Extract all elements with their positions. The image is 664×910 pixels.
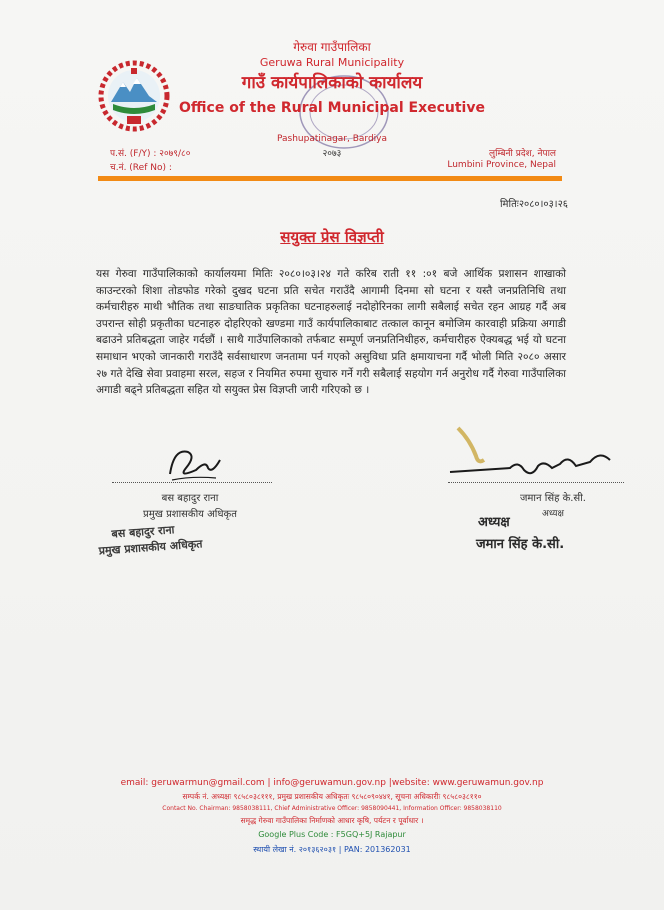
stamp-right-name: जमान सिंह के.सी.	[476, 537, 565, 552]
footer-pan: स्थायी लेखा नं. २०१३६२०३१ | PAN: 201362031	[253, 845, 411, 854]
signature-left-icon	[112, 430, 272, 486]
signatory-right-name: जमान सिंह के.सी.	[520, 493, 586, 504]
seal-year: २०७३	[322, 149, 342, 159]
stamp-left-title: प्रमुख प्रशासकीय अधिकृत	[98, 537, 203, 558]
signatory-left-title: प्रमुख प्रशासकीय अधिकृत	[143, 509, 237, 520]
signatory-left-name: बस बहादुर राना	[161, 493, 219, 504]
municipality-name-en: Geruwa Rural Municipality	[259, 56, 405, 69]
footer-phone-np: सम्पर्क नं. अध्यक्षः ९८५८०३८१११, प्रमुख प्रशासकीय अधिकृतः ९८५८०९०४४१, सूचना अधिकारीः ९८५८०३८११०	[182, 792, 482, 801]
letter-title: सयुक्त प्रेस विज्ञप्ती	[280, 228, 384, 246]
letter-date: मितिः२०८०।०३।२६	[499, 199, 568, 210]
footer-motto: समृद्ध गेरुवा गाउँपालिका निर्माणको आधार कृषि, पर्यटन र पूर्वाधार ।	[240, 816, 424, 825]
signature-right-icon	[440, 420, 640, 478]
header-divider	[98, 176, 562, 181]
reference-number: च.नं. (Ref No) :	[110, 163, 172, 173]
office-name-en: Office of the Rural Municipal Executive	[179, 100, 485, 116]
signature-line-right	[448, 482, 624, 483]
municipality-name-np: गेरुवा गाउँपालिका	[293, 40, 371, 54]
stamp-left	[97, 516, 259, 559]
stamp-right-title: अध्यक्ष	[478, 515, 510, 530]
letter-body: यस गेरुवा गाउँपालिकाको कार्यालयमा मितिः २०८०।०३।२४ गते करिब राती ११ :०१ बजे आर्थिक प्रशासन शाखाको काउन्टरको शिशा तोडफोड गरेको दुखद घटना प्रति सचेत गराउँदै आगामी दिनमा सो घटना र यस्तै जनप्रतिनिधि तथा कर्मचारीहरु माथी भौतिक तथा साङघातिक प्रकृतिका घटनाहरुलाई नदोहोरिनका लागी सबैलाई सचेत रहन आग्रह गर्दै अब उपरान्त सोही प्रकृतीका घटनाहरु दोहरिएको खण्डमा गाउँ कार्यपालिकाबाट तत्काल कानून बमोजिम कारवाही प्रक्रिया अगाडी बढाउने प्रतिबद्धता जाहेर गर्दछौं । साथै गाउँपालिकाको तर्फबाट सम्पूर्ण जनप्रतिनिधीहरु, कर्मचारीहरु ऐक्यबद्ध भई यो घटना समाधान भएको जानकारी गराउँदै सर्वसाधारण जनतामा पर्न गएको असुविधा प्रति क्षमायाचना गर्दै भोली मिति २०८० असार २७ गते देखि सेवा प्रवाहमा सरल, सहज र नियमित रुपमा सुचारु गर्ने गरी सबैलाई सहयोग गर्न अनुरोध गर्दै गेरुवा गाउँपालिका अगाडी बढ्ने प्रतिबद्धता सहित यो सयुक्त प्रेस विज्ञप्ती जारी गरिएको छ ।	[96, 268, 566, 397]
fiscal-year-ref: प.सं. (F/Y) : २०७९/८०	[110, 149, 191, 159]
province-np: लुम्बिनी प्रदेश, नेपाल	[489, 149, 556, 159]
stamp-right	[476, 512, 646, 556]
office-address: Pashupatinagar, Bardiya	[276, 134, 388, 144]
province-en: Lumbini Province, Nepal	[447, 160, 556, 170]
signatory-right-title: अध्यक्ष	[542, 509, 564, 519]
footer-contact-en: Contact No. Chairman: 9858038111, Chief Administrative Officer: 9858090441, Information Officer: 9858038110	[162, 805, 502, 812]
stamp-left-name: बस बहादुर राना	[111, 523, 175, 541]
signature-line-left	[112, 482, 272, 483]
office-name-np: गाउँ कार्यपालिकाको कार्यालय	[241, 73, 423, 93]
footer-email-website: email: geruwarmun@gmail.com | info@geruwamun.gov.np |website: www.geruwamun.gov.np	[120, 778, 544, 788]
footer-plus-code: Google Plus Code : F5GQ+5J Rajapur	[258, 830, 406, 839]
